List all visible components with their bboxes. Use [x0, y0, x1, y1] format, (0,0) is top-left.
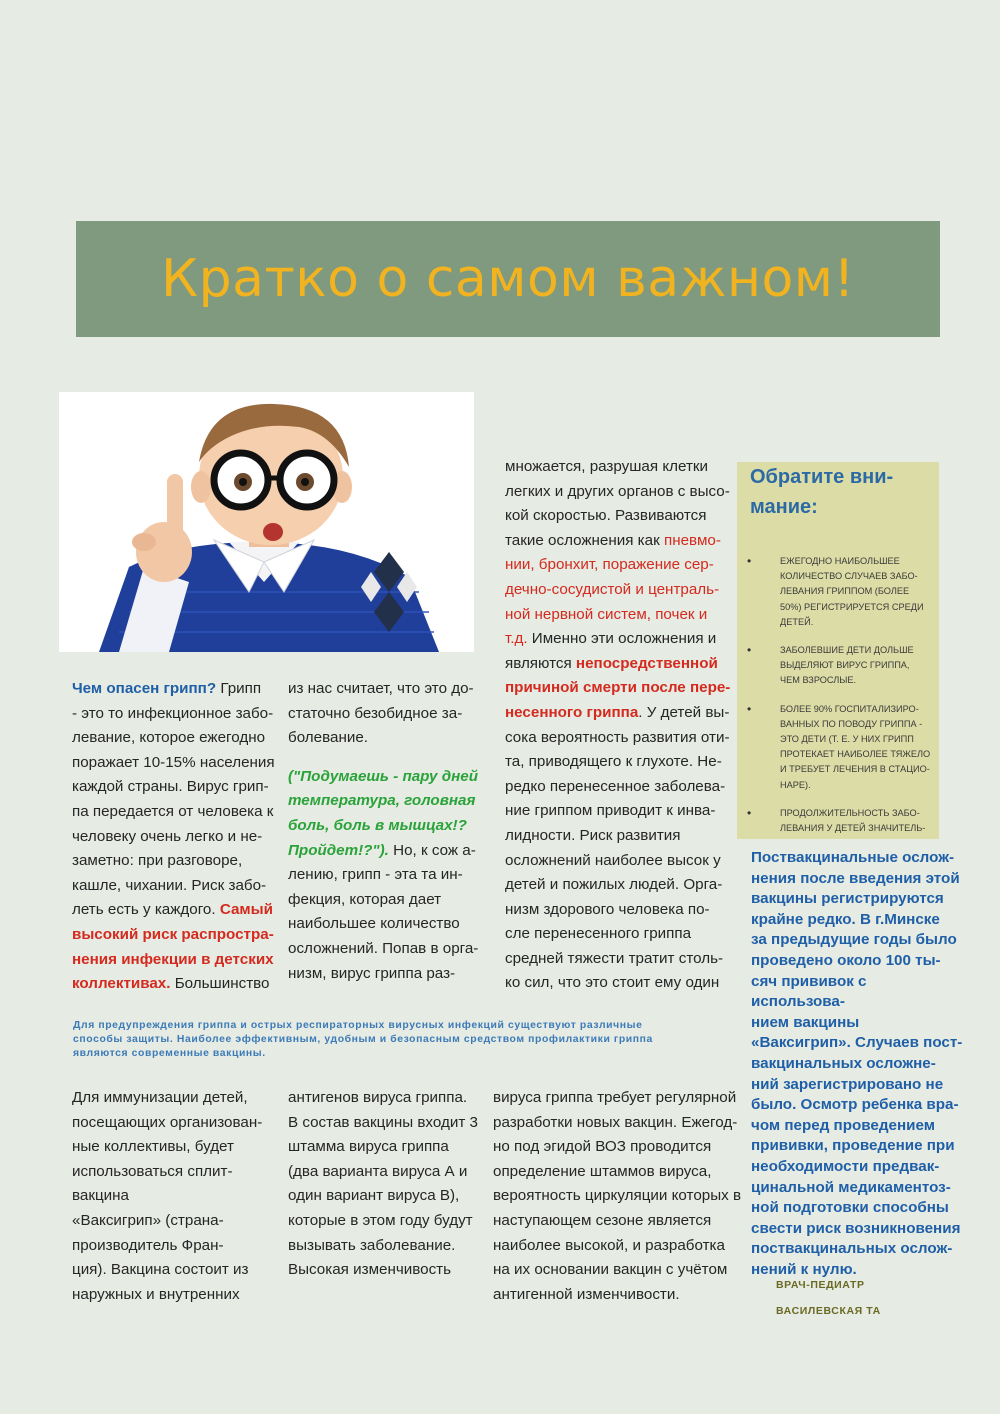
- author-name: ВАСИЛЕВСКАЯ ТА: [776, 1305, 881, 1317]
- text-line: [505, 701, 737, 726]
- text-line: на их основании вакцин с учётом: [493, 1261, 728, 1279]
- list-item: [747, 806, 932, 836]
- text-line: антигенов вируса гриппа.: [288, 1089, 468, 1106]
- list-item: [747, 702, 932, 793]
- quote-line: боль, боль в мышцах!?: [288, 816, 467, 834]
- text-line: - это то инфекционное забо-: [72, 704, 274, 722]
- text-span: такие осложнения как: [505, 531, 664, 549]
- text-line: цинальной медикаментоз-: [751, 1178, 951, 1196]
- text-span: . У детей вы-: [638, 703, 730, 721]
- text-line: [72, 677, 277, 702]
- text-line: антигенной изменчивости.: [493, 1285, 680, 1303]
- text-line: низм, вирус гриппа раз-: [288, 964, 456, 982]
- text-span: Грипп: [216, 680, 262, 697]
- list-item-line: ДЕТЕЙ.: [780, 616, 814, 627]
- text-line: вируса гриппа требует регулярной: [493, 1089, 737, 1106]
- sidebar-title: [750, 462, 930, 522]
- text-line: [72, 898, 277, 923]
- text-line: ние гриппом приводит к инва-: [505, 802, 716, 820]
- list-item-line: ВАННЫХ ПО ПОВОДУ ГРИППА -: [780, 718, 923, 729]
- attention-sidebar: [737, 462, 939, 839]
- title-banner: [76, 221, 940, 337]
- sidebar-title-line: Обратите вни-: [750, 466, 894, 488]
- text-column-6: [493, 1086, 749, 1307]
- text-line: множается, разрушая клетки: [505, 458, 709, 475]
- list-item-line: ЭТО ДЕТИ (Т. Е. У НИХ ГРИПП: [780, 734, 914, 745]
- text-line: но под эгидой ВОЗ проводится: [493, 1138, 712, 1156]
- text-line: из нас считает, что это до-: [288, 680, 474, 697]
- text-line: [505, 627, 737, 652]
- bullet-icon: •: [747, 805, 752, 820]
- text-line: Поствакцинальные ослож-: [751, 849, 955, 866]
- text-line: нии, бронхит, поражение сер-: [505, 556, 714, 574]
- list-item-line: И ТРЕБУЕТ ЛЕЧЕНИЯ В СТАЦИО-: [780, 764, 930, 775]
- list-item-line: 50%) РЕГИСТРИРУЕТСЯ СРЕДИ: [780, 601, 924, 612]
- text-line: (два варианта вируса А и: [288, 1162, 468, 1180]
- text-line: человеку очень легко и не-: [72, 827, 263, 845]
- text-line: вакцины регистрируются: [751, 890, 944, 908]
- text-span: Именно эти осложнения и: [527, 630, 717, 648]
- quote-text: Пройдет!?").: [288, 841, 389, 859]
- text-line: ные коллективы, будет: [72, 1138, 234, 1156]
- sidebar-title-line: мание:: [750, 496, 818, 518]
- list-item-line: ВЫДЕЛЯЮТ ВИРУС ГРИППА,: [780, 660, 910, 671]
- text-line: Для иммунизации детей,: [72, 1089, 248, 1106]
- text-line: определение штаммов вируса,: [493, 1162, 712, 1180]
- text-line: нием вакцины: [751, 1013, 860, 1031]
- text-line: причиной смерти после пере-: [505, 679, 731, 697]
- text-line: осложнений. Попав в орга-: [288, 939, 479, 957]
- text-line: наибольшее количество: [288, 915, 460, 933]
- text-line: Высокая изменчивость: [288, 1261, 452, 1279]
- text-line: использоваться сплит-: [72, 1162, 233, 1180]
- text-line: наступающем сезоне является: [493, 1211, 712, 1229]
- text-column-3: [505, 455, 737, 996]
- text-line: высокий риск распростра-: [72, 925, 274, 943]
- text-line: нения инфекции в детских: [72, 950, 274, 968]
- text-line: штамма вируса гриппа: [288, 1138, 449, 1156]
- list-item-line: НАРЕ).: [780, 779, 811, 790]
- text-line: кой скоростью. Развиваются: [505, 507, 707, 525]
- text-line: статочно безобидное за-: [288, 704, 463, 722]
- text-line: [288, 751, 488, 765]
- text-line: кашле, чихании. Риск забо-: [72, 876, 267, 894]
- list-item: [747, 643, 932, 689]
- text-line: детей и пожилых людей. Орга-: [505, 876, 723, 894]
- text-span: леть есть у каждого.: [72, 901, 220, 919]
- text-line: па передается от человека к: [72, 802, 274, 820]
- vaccine-safety-note: [751, 848, 963, 1280]
- list-item-line: ЛЕВАНИЯ ГРИППОМ (БОЛЕЕ: [780, 586, 910, 597]
- text-line: вакцина: [72, 1187, 130, 1205]
- text-line: прививки, проведение при: [751, 1137, 955, 1155]
- highlight-text: т.д.: [505, 630, 528, 648]
- text-column-4: [72, 1086, 277, 1307]
- text-column-1: [72, 677, 277, 997]
- text-line: фекция, которая дает: [288, 890, 442, 908]
- text-line: один вариант вируса В),: [288, 1187, 460, 1205]
- text-line: было. Осмотр ребенка вра-: [751, 1096, 959, 1114]
- list-item-line: ПРОДОЛЖИТЕЛЬНОСТЬ ЗАБО-: [780, 807, 920, 818]
- text-line: легких и других органов с высо-: [505, 482, 730, 500]
- text-line: сока вероятность развития оти-: [505, 728, 730, 746]
- text-line: ной подготовки способны: [751, 1199, 949, 1217]
- highlight-text: коллективах.: [72, 975, 171, 993]
- text-line: ция). Вакцина состоит из: [72, 1261, 249, 1279]
- list-item-line: КОЛИЧЕСТВО СЛУЧАЕВ ЗАБО-: [780, 571, 918, 582]
- text-line: осложнений наиболее высок у: [505, 851, 721, 869]
- text-line: лению, грипп - эта та ин-: [288, 866, 463, 884]
- boy-photo: [59, 392, 474, 652]
- text-line: ко сил, что это стоит ему один: [505, 974, 720, 992]
- sidebar-list: [747, 554, 932, 849]
- text-line: [505, 529, 737, 554]
- author-role: ВРАЧ-ПЕДИАТР: [776, 1279, 865, 1291]
- highlight-text: пневмо-: [663, 531, 721, 549]
- list-item-line: ЧЕМ ВЗРОСЛЫЕ.: [780, 675, 857, 686]
- text-line: «Ваксигрип». Случаев пост-: [751, 1034, 963, 1052]
- text-line: редко перенесенное заболева-: [505, 777, 726, 795]
- list-item-line: БОЛЕЕ 90% ГОСПИТАЛИЗИРО-: [780, 703, 919, 714]
- text-line: дечно-сосудистой и централь-: [505, 580, 720, 598]
- text-line: ной нервной систем, почек и: [505, 605, 708, 623]
- text-line: способы защиты. Наиболее эффективным, удобным и безопасным средством профилактики гриппа: [73, 1034, 653, 1045]
- text-span: Но, к сож а-: [388, 841, 476, 859]
- text-line: которые в этом году будут: [288, 1211, 473, 1229]
- boy-illustration: [59, 392, 474, 652]
- text-line: В состав вакцины входит 3: [288, 1113, 478, 1131]
- text-line: вызывать заболевание.: [288, 1236, 456, 1254]
- text-line: [72, 972, 277, 997]
- quote-line: ("Подумаешь - пару дней: [288, 767, 478, 785]
- text-line: наружных и внутренних: [72, 1285, 240, 1303]
- prevention-notice: [73, 1019, 713, 1061]
- text-line: за предыдущие годы было: [751, 931, 957, 949]
- list-item-line: ЛЕВАНИЯ У ДЕТЕЙ ЗНАЧИТЕЛЬ-: [780, 823, 926, 834]
- text-line: «Ваксигрип» (страна-: [72, 1211, 224, 1229]
- text-line: наиболее высокой, и разработка: [493, 1236, 725, 1254]
- quote-line: температура, головная: [288, 792, 476, 810]
- text-line: каждой страны. Вирус грип-: [72, 778, 269, 796]
- text-line: лидности. Риск развития: [505, 826, 681, 844]
- text-column-2: [288, 677, 488, 986]
- text-line: вероятность циркуляции которых в: [493, 1187, 742, 1205]
- list-item-line: ПРОТЕКАЕТ НАИБОЛЕЕ ТЯЖЕЛО: [780, 749, 931, 760]
- text-line: болевание.: [288, 729, 369, 747]
- text-line: поствакцинальных ослож-: [751, 1240, 953, 1258]
- text-line: Для предупреждения гриппа и острых респираторных вирусных инфекций существуют различные: [73, 1020, 643, 1031]
- text-line: средней тяжести тратит столь-: [505, 949, 724, 967]
- text-line: проведено около 100 ты-: [751, 951, 941, 969]
- text-line: разработки новых вакцин. Ежегод-: [493, 1113, 738, 1131]
- text-line: необходимости предвак-: [751, 1157, 940, 1175]
- highlight-text: непосредственной: [575, 654, 718, 672]
- text-line: поражает 10-15% населения: [72, 753, 275, 771]
- text-line: левание, которое ежегодно: [72, 729, 266, 747]
- text-line: нения после введения этой: [751, 869, 960, 887]
- text-line: сяч прививок с использова-: [751, 972, 867, 1011]
- bullet-icon: •: [747, 643, 752, 658]
- text-line: сле перенесенного гриппа: [505, 925, 692, 943]
- bullet-icon: •: [747, 701, 752, 716]
- highlight-text: несенного гриппа: [505, 703, 639, 721]
- text-line: крайне редко. В г.Минске: [751, 910, 940, 928]
- text-line: производитель Фран-: [72, 1236, 224, 1254]
- text-line: свести риск возникновения: [751, 1219, 961, 1237]
- text-line: та, приводящего к глухоте. Не-: [505, 753, 722, 771]
- text-line: [288, 839, 488, 864]
- text-line: чом перед проведением: [751, 1116, 935, 1134]
- list-item-line: ЕЖЕГОДНО НАИБОЛЬШЕЕ: [780, 556, 900, 566]
- list-item-line: ЗАБОЛЕВШИЕ ДЕТИ ДОЛЬШЕ: [780, 645, 914, 656]
- text-line: вакцинальных осложне-: [751, 1054, 936, 1072]
- page-title: Кратко о самом важном!: [161, 249, 855, 309]
- text-column-5: [288, 1086, 488, 1283]
- bullet-icon: •: [747, 554, 752, 568]
- text-line: являются современные вакцины.: [73, 1048, 266, 1059]
- text-line: низм здорового человека по-: [505, 900, 710, 918]
- list-item: [747, 554, 932, 630]
- text-line: [505, 652, 737, 677]
- text-line: посещающих организован-: [72, 1113, 263, 1131]
- text-line: заметно: при разговоре,: [72, 852, 243, 870]
- text-line: ний зарегистрировано не: [751, 1075, 944, 1093]
- highlight-text: Самый: [219, 901, 273, 919]
- question-heading: Чем опасен грипп?: [72, 680, 217, 697]
- text-line: нений к нулю.: [751, 1260, 857, 1278]
- text-span: являются: [505, 654, 576, 672]
- text-span: Большинство: [170, 975, 270, 993]
